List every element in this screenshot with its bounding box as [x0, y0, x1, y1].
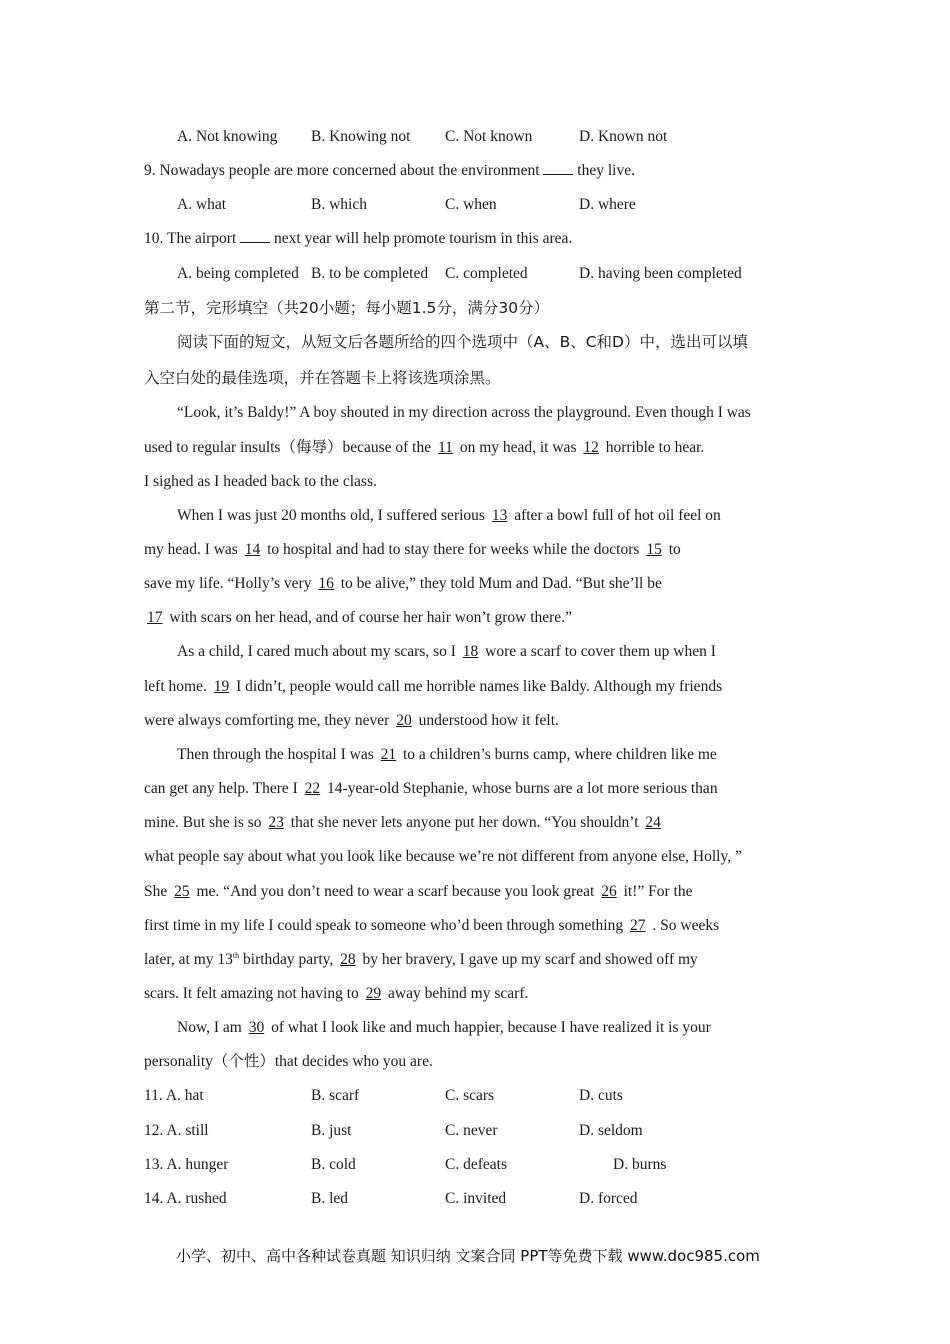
p4-text: later, at my 13: [144, 951, 233, 968]
q10-stem-post: next year will help promote tourism in this area.: [270, 230, 573, 247]
q13-option-d: D. burns: [613, 1156, 667, 1173]
p2-text: with scars on her head, and of course her hair won’t grow there.”: [165, 609, 572, 626]
p3-line-1: [177, 642, 716, 662]
blank-17: 17: [147, 609, 163, 626]
page-footer: 小学、初中、高中各种试卷真题 知识归纳 文案合同 PPT等免费下载 www.doc985.com: [176, 1247, 760, 1265]
blank-21: 21: [380, 746, 397, 763]
q11-option-a: 11. A. hat: [144, 1087, 204, 1104]
p2-text: to: [664, 541, 681, 558]
p2-text: save my life. “Holly’s very: [144, 575, 316, 592]
p5-line-1: [177, 1018, 711, 1038]
p4-line-8: [144, 984, 528, 1004]
q12-option-b: B. just: [311, 1122, 352, 1139]
p4-line-3: [144, 813, 664, 833]
p3-text: were always comforting me, they never: [144, 712, 394, 729]
q8-option-b: B. Knowing not: [311, 128, 411, 145]
p4-text: mine. But she is so: [144, 814, 266, 831]
blank-24: 24: [645, 814, 661, 831]
p3-text: I didn’t, people would call me horrible names like Baldy. Although my friends: [232, 678, 723, 695]
blank-15: 15: [646, 541, 662, 558]
p2-text: When I was just 20 months old, I suffered serious: [177, 507, 489, 524]
blank-30: 30: [248, 1019, 265, 1036]
q9-stem-pre: 9. Nowadays people are more concerned about the environment: [144, 162, 544, 179]
p1-text: horrible to hear.: [601, 439, 705, 456]
q10-blank: [240, 229, 270, 243]
p4-text: that she never lets anyone put her down. “You shouldn’t: [286, 814, 643, 831]
blank-25: 25: [174, 883, 190, 900]
blank-28: 28: [340, 951, 356, 968]
q12-option-c: C. never: [445, 1122, 498, 1139]
p4-text: She: [144, 883, 172, 900]
q9-option-c: C. when: [445, 196, 497, 213]
q9-stem: [144, 161, 635, 181]
p2-text: to hospital and had to stay there for weeks while the doctors: [263, 541, 644, 558]
q9-option-a: A. what: [177, 196, 227, 213]
p4-text: it!” For the: [619, 883, 693, 900]
q10-option-b: B. to be completed: [311, 265, 429, 282]
q10-option-d: D. having been completed: [579, 265, 742, 282]
blank-27: 27: [630, 917, 646, 934]
blank-26: 26: [601, 883, 617, 900]
q12-option-a: 12. A. still: [144, 1122, 209, 1139]
p4-text: to a children’s burns camp, where children like me: [399, 746, 717, 763]
blank-13: 13: [491, 507, 508, 524]
blank-22: 22: [304, 780, 321, 797]
q9-option-b: B. which: [311, 196, 367, 213]
blank-23: 23: [268, 814, 284, 831]
q14-option-d: D. forced: [579, 1190, 638, 1207]
p4-text: scars. It felt amazing not having to: [144, 985, 363, 1002]
instructions-line-2: 入空白处的最佳选项，并在答题卡上将该选项涂黑。: [144, 369, 501, 387]
q13-option-c: C. defeats: [445, 1156, 507, 1173]
p3-text: understood how it felt.: [414, 712, 559, 729]
q9-stem-post: they live.: [573, 162, 635, 179]
q14-option-b: B. led: [311, 1190, 349, 1207]
q13-option-a: 13. A. hunger: [144, 1156, 229, 1173]
p2-line-3: [144, 574, 662, 594]
p3-text: As a child, I cared much about my scars, so I: [177, 643, 460, 660]
q10-stem: [144, 229, 572, 249]
p4-text: by her bravery, I gave up my scarf and showed off my: [358, 951, 698, 968]
blank-29: 29: [365, 985, 382, 1002]
p5-text: Now, I am: [177, 1019, 246, 1036]
q8-option-c: C. Not known: [445, 128, 533, 145]
blank-20: 20: [396, 712, 412, 729]
q11-option-d: D. cuts: [579, 1087, 623, 1104]
q9-blank: [543, 161, 573, 175]
p5-text: of what I look like and much happier, because I have realized it is your: [267, 1019, 711, 1036]
p3-text: wore a scarf to cover them up when I: [481, 643, 716, 660]
p4-text: can get any help. There I: [144, 780, 302, 797]
p4-text: Then through the hospital I was: [177, 746, 378, 763]
q13-option-b: B. cold: [311, 1156, 356, 1173]
p3-line-2: [144, 677, 722, 697]
p4-line-2: [144, 779, 718, 799]
p2-line-4: [144, 608, 572, 628]
p4-line-4: what people say about what you look like because we’re not different from anyone else, Holly, ”: [144, 848, 742, 865]
blank-11: 11: [438, 439, 453, 456]
q10-option-c: C. completed: [445, 265, 528, 282]
q10-option-a: A. being completed: [177, 265, 299, 282]
q10-stem-pre: 10. The airport: [144, 230, 241, 247]
q9-option-d: D. where: [579, 196, 636, 213]
q14-option-a: 14. A. rushed: [144, 1190, 227, 1207]
p3-text: left home.: [144, 678, 211, 695]
p4-text: 14-year-old Stephanie, whose burns are a lot more serious than: [323, 780, 718, 797]
p3-line-3: [144, 711, 559, 731]
p2-line-1: [177, 506, 721, 526]
q11-option-b: B. scarf: [311, 1087, 360, 1104]
p1-text: on my head, it was: [455, 439, 581, 456]
instructions-line-1: 阅读下面的短文，从短文后各题所给的四个选项中（A、B、C和D）中，选出可以填: [177, 333, 748, 351]
p5-line-2: personality（个性）that decides who you are.: [144, 1053, 433, 1070]
p1-line-1: “Look, it’s Baldy!” A boy shouted in my direction across the playground. Even though I was: [177, 404, 751, 421]
p1-line-2: [144, 438, 704, 458]
q14-option-c: C. invited: [445, 1190, 507, 1207]
blank-19: 19: [213, 678, 230, 695]
q12-option-d: D. seldom: [579, 1122, 643, 1139]
p4-line-1: [177, 745, 717, 765]
p2-text: my head. I was: [144, 541, 242, 558]
ordinal-suffix: th: [232, 950, 240, 960]
blank-12: 12: [583, 439, 599, 456]
p2-text: to be alive,” they told Mum and Dad. “But she’ll be: [336, 575, 662, 592]
q11-option-c: C. scars: [445, 1087, 495, 1104]
p2-text: after a bowl full of hot oil feel on: [510, 507, 721, 524]
q8-option-a: A. Not knowing: [177, 128, 278, 145]
p4-line-6: [144, 916, 719, 936]
p4-line-7: [144, 950, 698, 970]
p4-line-5: [144, 882, 692, 902]
blank-14: 14: [244, 541, 261, 558]
p1-line-3: I sighed as I headed back to the class.: [144, 473, 377, 490]
p4-text: birthday party,: [239, 951, 338, 968]
p4-text: me. “And you don’t need to wear a scarf because you look great: [192, 883, 599, 900]
blank-18: 18: [462, 643, 479, 660]
blank-16: 16: [318, 575, 334, 592]
p2-line-2: [144, 540, 681, 560]
p4-text: . So weeks: [648, 917, 720, 934]
p4-text: first time in my life I could speak to someone who’d been through something: [144, 917, 627, 934]
section-title: 第二节，完形填空（共20小题；每小题1.5分，满分30分）: [144, 299, 550, 317]
p4-text: away behind my scarf.: [384, 985, 529, 1002]
p1-text: used to regular insults（侮辱）because of the: [144, 439, 435, 456]
q8-option-d: D. Known not: [579, 128, 668, 145]
